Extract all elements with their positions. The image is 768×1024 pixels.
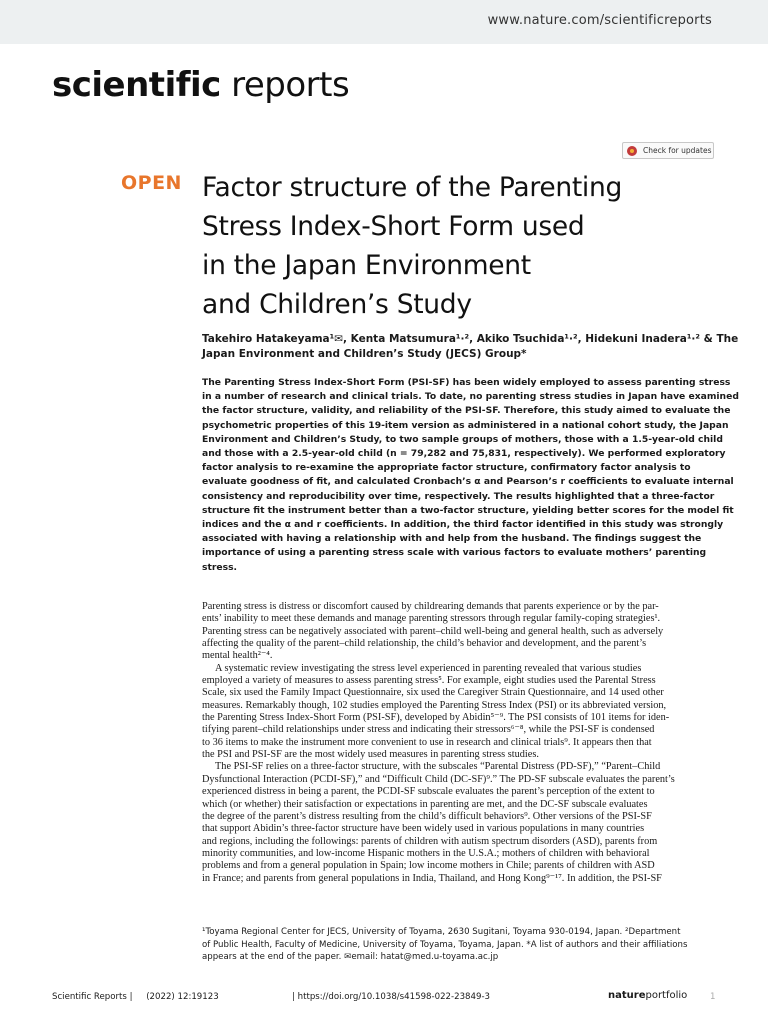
body-line: measures. Remarkably though, 102 studies employed the Parenting Stress Index (PSI) or its abbreviated version,: [202, 699, 667, 711]
footer-journal-name: Scientific Reports |: [52, 992, 133, 1002]
title-line: Factor structure of the Parenting: [202, 172, 623, 203]
body-line: that support Abidin’s three-factor structure have been widely used in various populations in many countries: [202, 823, 645, 835]
body-line: Parenting stress is distress or discomfort caused by childrearing demands that parents experience or by the par-: [202, 601, 659, 612]
title-line: and Children’s Study: [202, 289, 472, 320]
author-line: Takehiro Hatakeyama¹✉, Kenta Matsumura¹·², Akiko Tsuchida¹·², Hidekuni Inadera¹·² & The: [202, 333, 739, 345]
body-line: and regions, including the followings: parents of children with autism spectrum disorders (ASD), parents from: [202, 835, 658, 847]
top-bar: [0, 0, 768, 44]
abstract-line: structure fit the instrument better than a two-factor structure, yielding better scores for the model fit: [202, 504, 734, 516]
abstract-line: factor analysis to re-examine the appropriate factor structure, confirmatory factor analysis to: [202, 462, 691, 474]
abstract-line: in a number of research and clinical trials. To date, no parenting stress studies in Japan have examined: [202, 391, 739, 403]
abstract-line: and those with a 2.5-year-old child (n = 79,282 and 75,831, respectively). We performed exploratory: [202, 448, 726, 460]
body-line: the degree of the parent’s distress resulting from the child’s difficult behaviors⁹. Other versions of the PSI-SF: [202, 810, 652, 822]
journal-url[interactable]: www.nature.com/scientificreports: [487, 13, 712, 28]
abstract-line: associated with having a relationship with and help from the husband. The findings suggest the: [202, 533, 702, 545]
body-line: employed a variety of measures to assess parenting stress⁵. For example, eight studies used the Parental Stress: [202, 675, 656, 687]
crossmark-icon: [627, 146, 637, 156]
footnote-line: ¹Toyama Regional Center for JECS, University of Toyama, 2630 Sugitani, Toyama 930-0194, Japan. ²Department: [202, 927, 681, 937]
article-body: [202, 601, 718, 885]
body-line: in France; and parents from general populations in India, Thailand, and Hong Kong⁹⁻¹⁷. In addition, the PSI-SF: [202, 872, 662, 884]
open-access-badge: OPEN: [121, 172, 182, 194]
body-line: to 36 items to make the instrument more convenient to use in research and clinical trials⁹. It appears then that: [202, 736, 652, 748]
body-line: The PSI-SF relies on a three-factor structure, with the subscales “Parental Distress (PD-SF),” “Parent–Child: [215, 761, 661, 773]
body-line: Parenting stress can be negatively associated with parent–child well-being and general health, such as adversely: [202, 625, 664, 637]
body-line: A systematic review investigating the stress level experienced in parenting revealed that various studies: [215, 662, 642, 674]
check-for-updates-label: Check for updates: [643, 146, 712, 155]
journal-logo-bold: scientific: [52, 65, 221, 105]
body-line: Dysfunctional Interaction (PCDI-SF),” and “Difficult Child (DC-SF)⁹.” The PD-SF subscale evaluates the parent’s: [202, 773, 675, 785]
abstract-line: the factor structure, validity, and reliability of the PSI-SF. Therefore, this study aimed to evaluate the: [202, 405, 731, 417]
page-footer: [52, 990, 716, 1006]
body-line: the PSI and PSI-SF are the most widely used measures in parenting stress studies.: [202, 749, 539, 761]
abstract-line: importance of using a parenting stress scale with various factors to evaluate mothers’ parenting: [202, 547, 707, 559]
title-line: Stress Index-Short Form used: [202, 211, 585, 242]
footer-citation: [52, 992, 219, 1002]
body-line: ents’ inability to meet these demands and manage parenting stressors through regular family-coping strategies¹.: [202, 613, 661, 625]
body-line: experienced distress in being a parent, the PCDI-SF subscale evaluates the parent’s perception of the extent to: [202, 786, 655, 798]
footer-volume: (2022) 12:19123: [146, 992, 219, 1002]
page-number: 1: [710, 992, 716, 1002]
body-line: problems and from a general population in Spain; low income mothers in Chile; parents of children with ASD: [202, 860, 655, 872]
abstract-line: psychometric properties of this 19-item version as administered in a national cohort study, the Japan: [202, 419, 729, 431]
footer-doi-link[interactable]: | https://doi.org/10.1038/s41598-022-23849-3: [292, 992, 491, 1002]
abstract-line: stress.: [202, 561, 238, 573]
abstract-line: evaluate goodness of fit, and calculated Cronbach’s α and Pearson’s r coefficients to evaluate internal: [202, 476, 734, 488]
body-line: which (or whether) their satisfaction or expectations in parenting are met, and the DC-SF subscale evaluates: [202, 798, 648, 810]
author-line: Japan Environment and Children’s Study (JECS) Group*: [202, 348, 527, 360]
check-for-updates-button[interactable]: [622, 142, 714, 159]
author-list: [202, 332, 739, 362]
abstract-line: consistency and reproducibility over time, respectively. The results highlighted that a three-factor: [202, 490, 715, 502]
footnote-line: of Public Health, Faculty of Medicine, University of Toyama, Toyama, Japan. *A list of authors and their affiliations: [202, 939, 688, 950]
body-line: mental health²⁻⁴.: [202, 650, 273, 662]
body-line: the Parenting Stress Index-Short Form (PSI-SF), developed by Abidin⁵⁻⁹. The PSI consists of 101 items for iden-: [202, 712, 670, 724]
abstract: [202, 376, 739, 575]
abstract-line: The Parenting Stress Index-Short Form (PSI-SF) has been widely employed to assess parenting stress: [202, 377, 731, 388]
brand-light: portfolio: [645, 990, 688, 1001]
journal-logo-light: reports: [220, 65, 350, 105]
body-line: tifying parent–child relationships under stress and indicating their stressors⁶⁻⁸, while the PSI-SF is condensed: [202, 724, 655, 736]
body-line: affecting the quality of the parent–child relationship, the child’s behavior and development, and the parent’s: [202, 638, 647, 650]
journal-logo: [52, 65, 349, 105]
body-line: Scale, six used the Family Impact Questionnaire, six used the Caregiver Strain Questionnaire, and 14 used other: [202, 687, 664, 699]
nature-portfolio-logo: [608, 990, 687, 1001]
footnote-line: appears at the end of the paper. ✉email: hatat@med.u-toyama.ac.jp: [202, 952, 499, 963]
affiliations-footnote: [202, 926, 722, 964]
title-line: in the Japan Environment: [202, 250, 531, 281]
body-line: minority communities, and low-income Hispanic mothers in the U.S.A.; mothers of children with behavioral: [202, 847, 650, 859]
abstract-line: indices and the α and r coefficients. In addition, the third factor identified in this study was strongly: [202, 519, 724, 531]
article-title: [202, 168, 722, 324]
brand-bold: nature: [608, 990, 646, 1001]
abstract-line: Environment and Children’s Study, to two sample groups of mothers, those with a 1.5-year-old child: [202, 433, 723, 445]
